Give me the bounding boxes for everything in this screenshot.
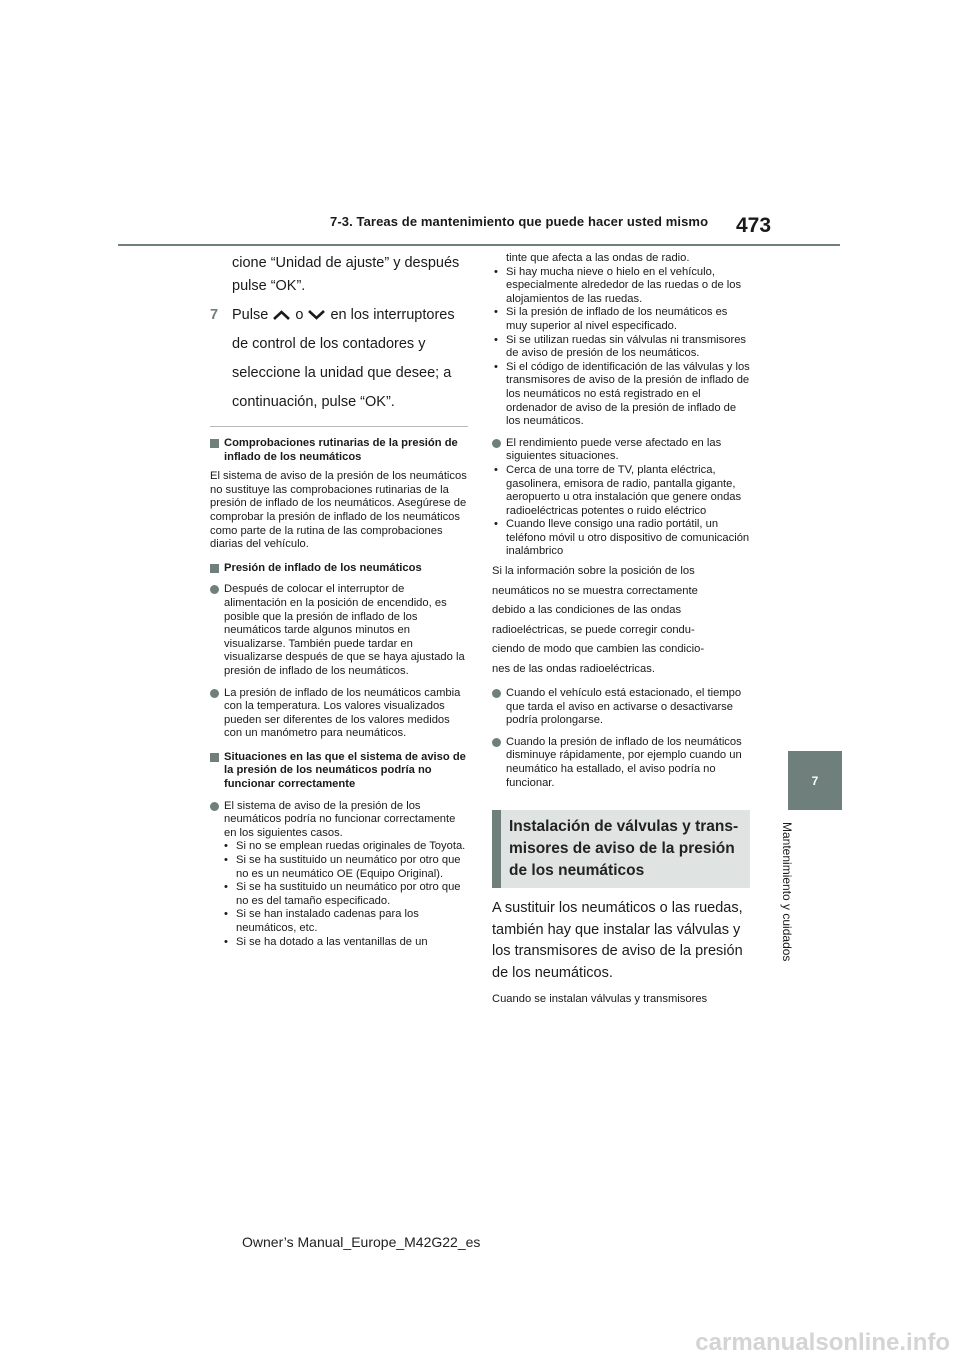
list-item: • Si se ha sustituido un neumático por otro que no es un neumático OE (Equipo Original). [224,854,461,880]
chevron-up-icon [272,309,291,321]
dot-item: Cuando la presión de inflado de los neumáticos disminuye rápidamente, por ejemplo cuando un neumático ha estallado, el aviso podría no funcionar. [492,736,750,790]
step-line: de control de los contadores y [232,336,426,352]
section-heading: Situaciones en las que el sistema de aviso de la presión de los neumáticos podría no funcionar correctamente [210,751,468,792]
note-line: debido a las condiciones de las ondas [492,604,682,617]
step-7 [210,304,468,414]
paragraph-line: también hay que instalar las válvulas y [492,921,741,938]
step-first-line: Pulse o en los interruptores [232,307,455,323]
paragraph-line: los transmisores de aviso de la presión [492,943,743,960]
section-heading: Comprobaciones rutinarias de la presión de inflado de los neumáticos [210,437,468,464]
page-number: 473 [736,214,772,237]
list-item: • Cerca de una torre de TV, planta eléctrica, gasolinera, emisora de radio, pantalla gigante, aeropuerto u otra instalación que genere ondas radioeléctricas potentes o ruido eléctrico [494,463,742,517]
intro-line: pulse “OK”. [232,278,306,294]
dot-item: El sistema de aviso de la presión de los neumáticos podría no funcionar correctamente en los siguientes casos. • Si no se emplean ruedas originales de Toyota. • Si se ha sustituido un neumático por otro que no es un neumático OE (Equipo Original). • Si se ha sustituido un neumático por otro que no es del tamaño especificado. • Si se han instalado cadenas para los neumáticos, etc. • Si se ha dotado a las ventanillas de un [210,800,468,950]
list-item: • Si se ha dotado a las ventanillas de un [224,935,428,948]
circle-bullet-icon [210,689,219,698]
watermark-logo [630,1328,960,1358]
circle-bullet-icon [210,585,219,594]
list-item: • Si no se emplean ruedas originales de Toyota. [224,840,466,853]
chevron-down-icon [307,309,326,321]
divider [210,426,468,427]
list-item: • Si se han instalado cadenas para los neumáticos, etc. [224,908,419,934]
circle-bullet-icon [492,439,501,448]
list-item: • Si la presión de inflado de los neumáticos es muy superior al nivel especificado. [494,306,728,332]
manual-id: Owner’s Manual_Europe_M42G22_es [242,1234,481,1250]
list-item: • Si se ha sustituido un neumático por otro que no es del tamaño especificado. [224,881,461,907]
box-title: Instalación de válvulas y trans- misores de aviso de la presión de los neumáticos [509,818,739,880]
step-number: 7 [210,307,219,323]
note-line: Si la información sobre la posición de los [492,565,695,578]
square-bullet-icon [210,753,219,762]
paragraph-line: A sustituir los neumáticos o las ruedas, [492,900,743,917]
step-line: continuación, pulse “OK”. [232,394,395,410]
left-column [210,252,468,949]
step-line: seleccione la unidad que desee; a [232,365,452,381]
right-column [492,252,750,1007]
square-bullet-icon [210,439,219,448]
dot-item: Después de colocar el interruptor de alimentación en la posición de encendido, es posible que la presión de inflado de los neumáticos tarde algunos minutos en visualizarse. También puede tardar en visualizarse después de que se haya ajustado la presión de inflado de los neumáticos. [210,583,468,678]
circle-bullet-icon [210,802,219,811]
chapter-side-label [780,822,804,992]
list-item: • Si hay mucha nieve o hielo en el vehículo, especialmente alrededor de las ruedas o de los alojamientos de las ruedas. [494,265,742,305]
last-line: Cuando se instalan válvulas y transmisores [492,993,708,1006]
continued-text: tinte que afecta a las ondas de radio. [506,252,690,264]
list-item: • Cuando lleve consigo una radio portátil, un teléfono móvil u otro dispositivo de comunicación inalámbrico [494,518,750,558]
section-title-box [492,810,750,888]
section-title: 7-3. Tareas de mantenimiento que puede hacer usted mismo [330,214,709,229]
note-line: nes de las ondas radioeléctricas. [492,662,655,675]
list-item: • Si se utilizan ruedas sin válvulas ni transmisores de aviso de presión de los neumáticos. [494,333,747,360]
chapter-number: 7 [811,773,819,788]
note-line: neumáticos no se muestra correctamente [492,584,698,597]
list-item: • Si el código de identificación de las válvulas y los transmisores de aviso de la presión de inflado de los neumáticos no está registrado en el ordenador de aviso de la presión de inflado de los neumáticos. [494,360,750,428]
section-body: El sistema de aviso de la presión de los neumáticos no sustituye las comprobaciones rutinarias de la presión de inflado de los neumáticos. Asegúrese de comprobar la presión de inflado de los neumáticos como parte de la rutina de las comprobaciones diarias del vehículo. [210,470,467,551]
dot-item: Cuando el vehículo está estacionado, el tiempo que tarda el aviso en activarse o desactivarse podría prolongarse. [492,687,750,728]
intro-line: cione “Unidad de ajuste” y después [232,255,460,271]
note-line: radioeléctricas, se puede corregir condu- [492,623,695,636]
section-heading: Presión de inflado de los neumáticos [210,562,468,576]
chapter-tab [788,751,842,810]
header-rule [118,244,840,246]
dot-item: El rendimiento puede verse afectado en las siguientes situaciones. [492,437,750,464]
watermark-text: carmanualsonline.info [695,1329,950,1356]
square-bullet-icon [210,564,219,573]
paragraph-line: de los neumáticos. [492,964,613,981]
circle-bullet-icon [492,738,501,747]
dot-item: La presión de inflado de los neumáticos cambia con la temperatura. Los valores visualizados pueden ser diferentes de los valores medidos con un manómetro para neumáticos. [210,687,468,741]
note-line: ciendo de modo que cambien las condicio- [492,643,705,656]
circle-bullet-icon [492,689,501,698]
chapter-title: Mantenimiento y cuidados [780,822,794,962]
